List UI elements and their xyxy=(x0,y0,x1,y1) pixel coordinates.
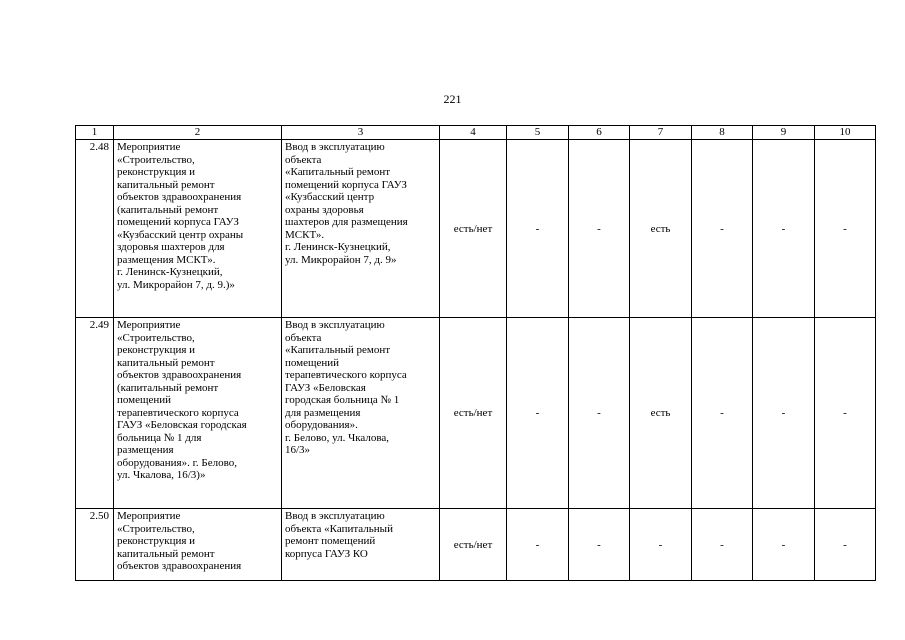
event-description xyxy=(114,140,282,318)
event-line: «Строительство, xyxy=(117,331,195,344)
document-table xyxy=(75,125,876,581)
value-col-7: - xyxy=(630,509,692,581)
event-line: Мероприятие xyxy=(117,319,181,331)
value-col-8: - xyxy=(692,509,753,581)
header-col-8: 8 xyxy=(692,126,753,140)
indicator-description xyxy=(282,318,440,509)
event-line: Мероприятие xyxy=(117,510,181,522)
event-line: Мероприятие xyxy=(117,141,181,153)
indicator-line: городская больница № 1 xyxy=(285,394,400,406)
indicator-line: 16/3» xyxy=(285,444,311,456)
event-line: (капитальный ремонт xyxy=(117,203,219,216)
indicator-line: г. Белово, ул. Чкалова, xyxy=(285,431,390,444)
header-col-5: 5 xyxy=(507,126,569,140)
event-line: реконструкция и xyxy=(117,535,196,547)
value-col-6: - xyxy=(569,509,630,581)
indicator-line: объекта «Капитальный xyxy=(285,522,393,535)
event-line: «Строительство, xyxy=(117,522,195,535)
indicator-line: корпуса ГАУЗ КО xyxy=(285,547,368,560)
unit-cell: есть/нет xyxy=(440,509,507,581)
value-col-5: - xyxy=(507,318,569,509)
indicator-line: ул. Микрорайон 7, д. 9» xyxy=(285,253,397,266)
unit-cell: есть/нет xyxy=(440,318,507,509)
table-row xyxy=(76,509,876,581)
value-col-10: - xyxy=(815,318,876,509)
indicator-line: г. Ленинск-Кузнецкий, xyxy=(285,241,391,253)
row-number: 2.48 xyxy=(76,140,114,318)
event-line: ул. Микрорайон 7, д. 9.)» xyxy=(117,278,235,291)
table-row xyxy=(76,140,876,318)
header-col-3: 3 xyxy=(282,126,440,140)
indicator-line: ремонт помещений xyxy=(285,535,376,547)
indicator-line: ГАУЗ «Беловская xyxy=(285,381,366,394)
event-line: реконструкция и xyxy=(117,344,196,356)
indicator-line: помещений xyxy=(285,356,340,369)
event-line: помещений корпуса ГАУЗ xyxy=(117,216,239,228)
event-line: ул. Чкалова, 16/3)» xyxy=(117,469,206,481)
event-line: капитальный ремонт xyxy=(117,178,215,191)
event-line: здоровья шахтеров для xyxy=(117,241,225,253)
indicator-line: Ввод в эксплуатацию xyxy=(285,319,385,331)
header-col-9: 9 xyxy=(753,126,815,140)
event-line: больница № 1 для xyxy=(117,431,202,444)
value-col-9: - xyxy=(753,318,815,509)
event-line: объектов здравоохранения xyxy=(117,369,242,381)
value-col-10: - xyxy=(815,140,876,318)
indicator-line: шахтеров для размещения xyxy=(285,216,408,228)
event-line: помещений xyxy=(117,394,172,406)
indicator-description xyxy=(282,140,440,318)
value-col-10: - xyxy=(815,509,876,581)
indicator-line: «Капитальный ремонт xyxy=(285,344,391,356)
header-col-6: 6 xyxy=(569,126,630,140)
indicator-line: Ввод в эксплуатацию xyxy=(285,141,385,153)
row-number: 2.49 xyxy=(76,318,114,509)
header-col-4: 4 xyxy=(440,126,507,140)
event-description xyxy=(114,509,282,581)
event-line: (капитальный ремонт xyxy=(117,381,219,394)
event-line: оборудования». г. Белово, xyxy=(117,456,237,469)
value-col-9: - xyxy=(753,140,815,318)
value-col-8: - xyxy=(692,318,753,509)
value-col-7: есть xyxy=(630,140,692,318)
header-col-7: 7 xyxy=(630,126,692,140)
event-description xyxy=(114,318,282,509)
event-line: капитальный ремонт xyxy=(117,356,215,369)
value-col-7: есть xyxy=(630,318,692,509)
value-col-5: - xyxy=(507,140,569,318)
event-line: г. Ленинск-Кузнецкий, xyxy=(117,266,223,278)
event-line: размещения МСКТ». xyxy=(117,253,216,266)
indicator-line: объекта xyxy=(285,153,322,166)
indicator-line: охраны здоровья xyxy=(285,203,364,216)
page-number: 221 xyxy=(443,92,462,106)
indicator-description xyxy=(282,509,440,581)
value-col-6: - xyxy=(569,318,630,509)
value-col-6: - xyxy=(569,140,630,318)
unit-cell: есть/нет xyxy=(440,140,507,318)
indicator-line: помещений корпуса ГАУЗ xyxy=(285,178,407,191)
event-line: размещения xyxy=(117,444,174,456)
indicator-line: терапевтического корпуса xyxy=(285,369,407,381)
indicator-line: «Капитальный ремонт xyxy=(285,166,391,178)
event-line: объектов здравоохранения xyxy=(117,191,242,203)
event-line: «Кузбасский центр охраны xyxy=(117,228,244,241)
event-line: терапевтического корпуса xyxy=(117,406,239,419)
row-number: 2.50 xyxy=(76,509,114,581)
value-col-5: - xyxy=(507,509,569,581)
value-col-9: - xyxy=(753,509,815,581)
event-line: реконструкция и xyxy=(117,166,196,178)
indicator-line: МСКТ». xyxy=(285,228,325,241)
event-line: капитальный ремонт xyxy=(117,547,215,560)
header-col-2: 2 xyxy=(114,126,282,140)
event-line: ГАУЗ «Беловская городская xyxy=(117,419,247,431)
header-col-10: 10 xyxy=(815,126,876,140)
indicator-line: оборудования». xyxy=(285,419,358,431)
indicator-line: «Кузбасский центр xyxy=(285,191,375,203)
indicator-line: объекта xyxy=(285,331,322,344)
event-line: «Строительство, xyxy=(117,153,195,166)
header-row xyxy=(76,126,876,140)
header-col-1: 1 xyxy=(76,126,114,140)
indicator-line: Ввод в эксплуатацию xyxy=(285,510,385,522)
table-row xyxy=(76,318,876,509)
value-col-8: - xyxy=(692,140,753,318)
event-line: объектов здравоохранения xyxy=(117,560,242,572)
indicator-line: для размещения xyxy=(285,406,361,419)
